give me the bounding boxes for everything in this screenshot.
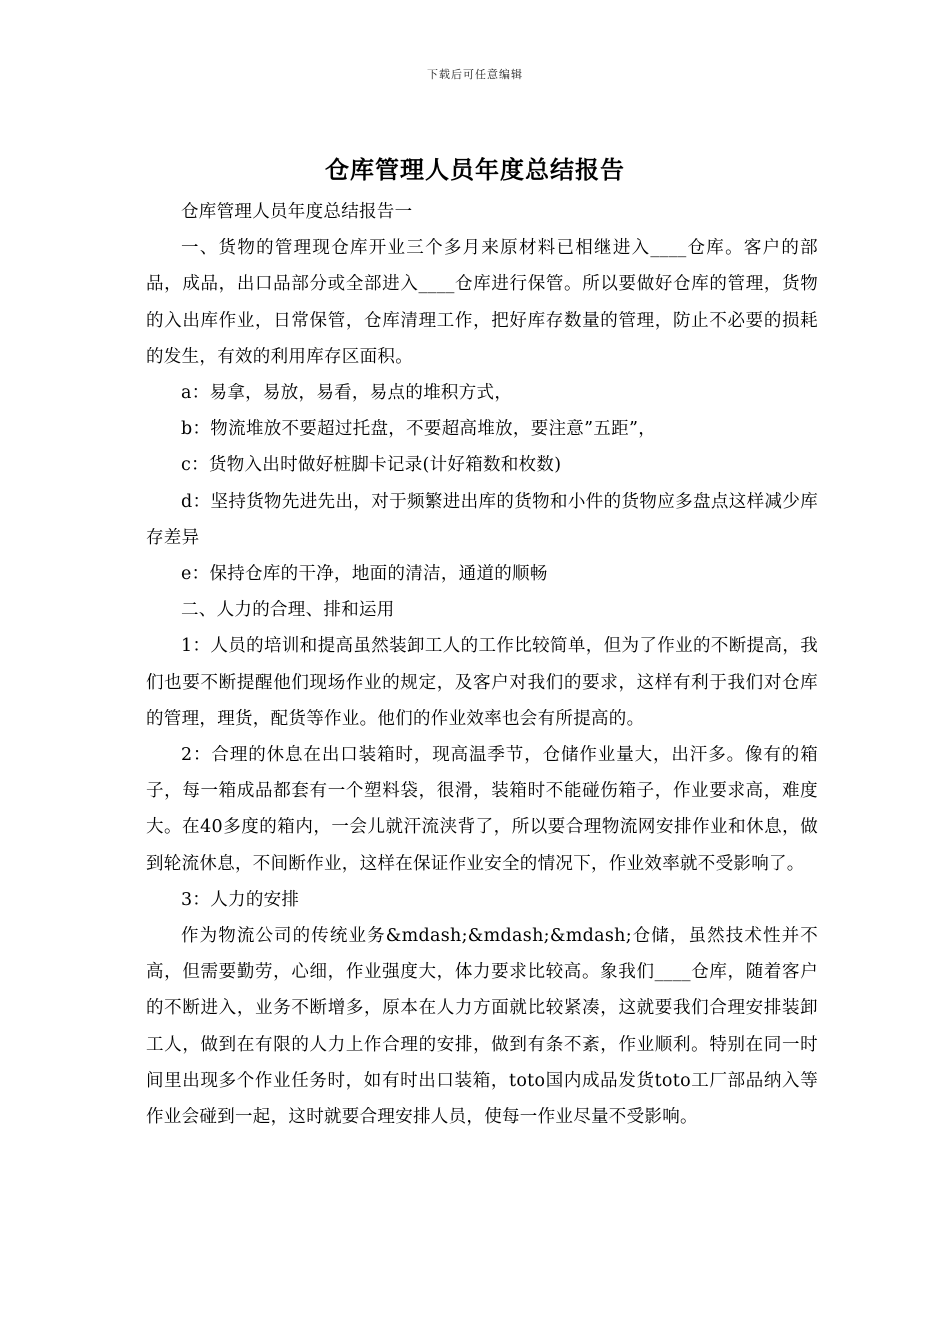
- paragraph-item-d: d：坚持货物先进先出，对于频繁进出库的货物和小件的货物应多盘点这样减少库存差异: [146, 491, 818, 548]
- paragraph-item-c: c：货物入出时做好桩脚卡记录(计好箱数和枚数): [181, 455, 562, 476]
- paragraph-item-e: e：保持仓库的干净，地面的清洁，通道的顺畅: [181, 564, 548, 585]
- paragraph-item-a: a：易拿，易放，易看，易点的堆积方式，: [181, 383, 513, 404]
- document-body: [146, 194, 818, 1135]
- paragraph-item-b: b：物流堆放不要超过托盘，不要超高堆放，要注意”五距”，: [181, 419, 656, 440]
- paragraph-staffing: 作为物流公司的传统业务&mdash;&mdash;&mdash;仓储，虽然技术性并不高，但需要勤劳，心细，作业强度大，体力要求比较高。象我们____仓库，随着客户的不断进入，业务不断增多，原本在人力方面就比较紧凑，这就要我们合理安排装卸工人，做到在有限的人力上作合理的安排，做到有条不紊，作业顺利。特别在同一时间里出现多个作业任务时，如有时出口装箱，toto国内成品发货toto工厂部品纳入等作业会碰到一起，这时就要合理安排人员，使每一作业尽量不受影响。: [146, 926, 818, 1128]
- paragraph-subtitle: 仓库管理人员年度总结报告一: [181, 202, 413, 222]
- paragraph-section-two-heading: 二、人力的合理、排和运用: [181, 600, 395, 621]
- paragraph-point-1: 1：人员的培训和提高虽然装卸工人的工作比较简单，但为了作业的不断提高，我们也要不断提醒他们现场作业的规定，及客户对我们的要求，这样有利于我们对仓库的管理，理货，配货等作业。他们的作业效率也会有所提高的。: [146, 636, 818, 729]
- document-title: 仓库管理人员年度总结报告: [325, 155, 625, 184]
- page-header-note: 下载后可任意编辑: [427, 68, 523, 81]
- paragraph-goods-management: 一、货物的管理现仓库开业三个多月来原材料已相继进入____仓库。客户的部品，成品，出口品部分或全部进入____仓库进行保管。所以要做好仓库的管理，货物的入出库作业，日常保管，仓库清理工作，把好库存数量的管理，防止不必要的损耗的发生，有效的利用库存区面积。: [146, 238, 818, 367]
- paragraph-point-2: 2：合理的休息在出口装箱时，现高温季节，仓储作业量大，出汗多。像有的箱子，每一箱成品都套有一个塑料袋，很滑，装箱时不能碰伤箱子，作业要求高，难度大。在40多度的箱内，一会儿就汗流浃背了，所以要合理物流网安排作业和休息，做到轮流休息，不间断作业，这样在保证作业安全的情况下，作业效率就不受影响了。: [146, 745, 818, 874]
- paragraph-point-3-heading: 3：人力的安排: [181, 889, 300, 910]
